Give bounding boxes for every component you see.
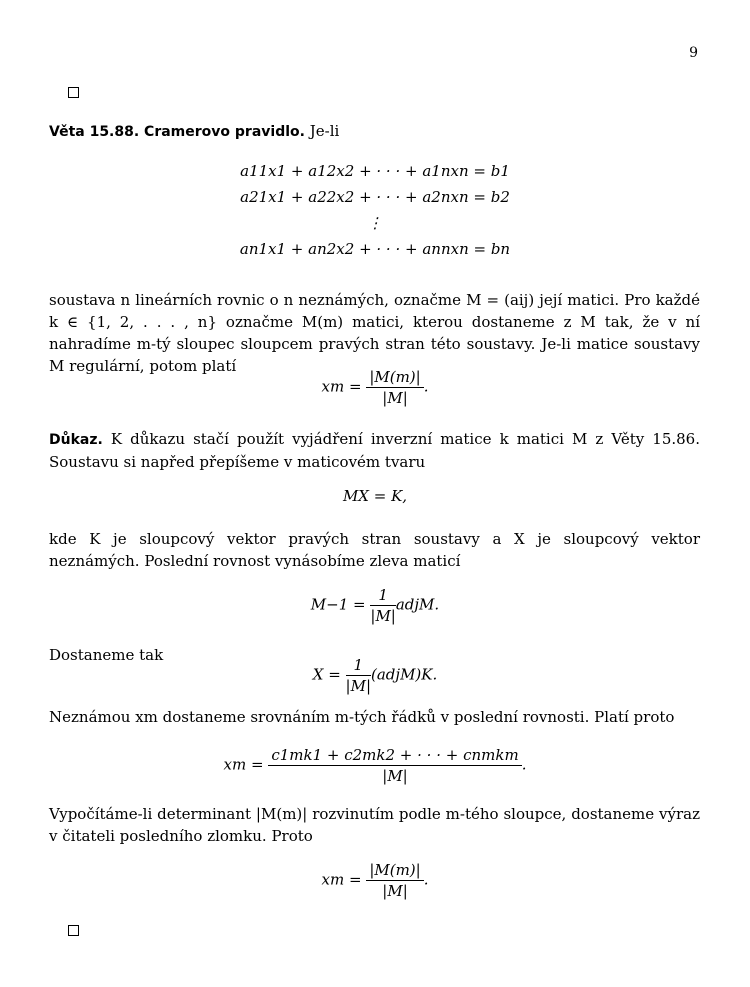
formula-tail: . — [423, 377, 429, 396]
numerator: 1 — [346, 655, 371, 676]
numerator: c1mk1 + c2mk2 + · · · + cnmkm — [268, 745, 521, 766]
equation-x — [0, 655, 750, 696]
equation-row: ⋮ — [367, 214, 383, 232]
proof-heading: Důkaz. — [49, 432, 103, 448]
equation-system — [0, 158, 750, 262]
numerator: |M(m)| — [366, 860, 423, 881]
equation-mx-k: MX = K, — [342, 487, 408, 505]
fraction — [370, 585, 395, 626]
theorem-intro: Je-li — [309, 122, 340, 140]
equation-row: an1x1 + an2x2 + · · · + annxn = bn — [239, 240, 511, 258]
theorem-heading: Věta 15.88. Cramerovo pravidlo. — [49, 124, 305, 140]
equation-row: a11x1 + a12x2 + · · · + a1nxn = b1 — [240, 162, 510, 180]
page-number: 9 — [689, 45, 698, 61]
qed-square-icon — [68, 87, 79, 98]
denominator: |M| — [370, 607, 396, 625]
fraction — [268, 745, 521, 786]
denominator: |M| — [382, 389, 408, 407]
denominator: |M| — [382, 767, 408, 785]
equation-xm-expanded — [0, 745, 750, 786]
proof-paragraph-2: kde K je sloupcový vektor pravých stran soustavy a X je sloupcový vektor neznámých. Poslední rovnost vynásobíme zleva maticí — [49, 530, 700, 570]
equation-inverse — [0, 585, 750, 626]
equation-row: a21x1 + a22x2 + · · · + a2nxn = b2 — [240, 188, 510, 206]
theorem-heading-line — [49, 120, 700, 143]
formula-lhs: xm = — [223, 755, 264, 774]
formula-lhs: X = — [312, 665, 341, 684]
numerator: 1 — [370, 585, 395, 606]
formula-lhs: xm = — [321, 377, 362, 396]
formula-lhs: M−1 = — [310, 595, 366, 614]
proof-paragraph-1 — [49, 428, 700, 473]
proof-paragraph-3: Dostaneme tak — [49, 646, 164, 664]
proof-paragraph-4: Neznámou xm dostaneme srovnáním m-tých řádků v poslední rovnosti. Platí proto — [49, 708, 675, 726]
fraction — [366, 367, 423, 408]
denominator: |M| — [345, 677, 372, 695]
theorem-text: soustava n lineárních rovnic o n neznámých, označme M = (aij) její matici. Pro každé k ∈ {1, 2, . . . , n} označme M(m) matici, kterou dostaneme z M tak, že v ní nahradíme m-tý sloupec sloupcem pravých stran této soustavy. Je-li matice soustavy M regulární, potom platí — [49, 291, 700, 375]
fraction — [366, 860, 423, 901]
equation-xm-final — [0, 860, 750, 901]
fraction — [346, 655, 371, 696]
formula-tail: adjM. — [395, 595, 440, 614]
proof-paragraph-5: Vypočítáme-li determinant |M(m)| rozvinutím podle m-tého sloupce, dostaneme výraz v čitateli posledního zlomku. Proto — [49, 805, 700, 845]
proof-text-1: K důkazu stačí použít vyjádření inverzní matice k matici M z Věty 15.86. Soustavu si napřed přepíšeme v maticovém tvaru — [49, 430, 700, 471]
numerator: |M(m)| — [366, 367, 423, 388]
qed-square-icon — [68, 925, 79, 936]
formula-tail: . — [423, 870, 429, 889]
formula-tail: . — [521, 755, 527, 774]
formula-lhs: xm = — [321, 870, 362, 889]
theorem-formula — [0, 367, 750, 408]
denominator: |M| — [382, 882, 408, 900]
formula-tail: (adjM)K. — [371, 665, 438, 684]
